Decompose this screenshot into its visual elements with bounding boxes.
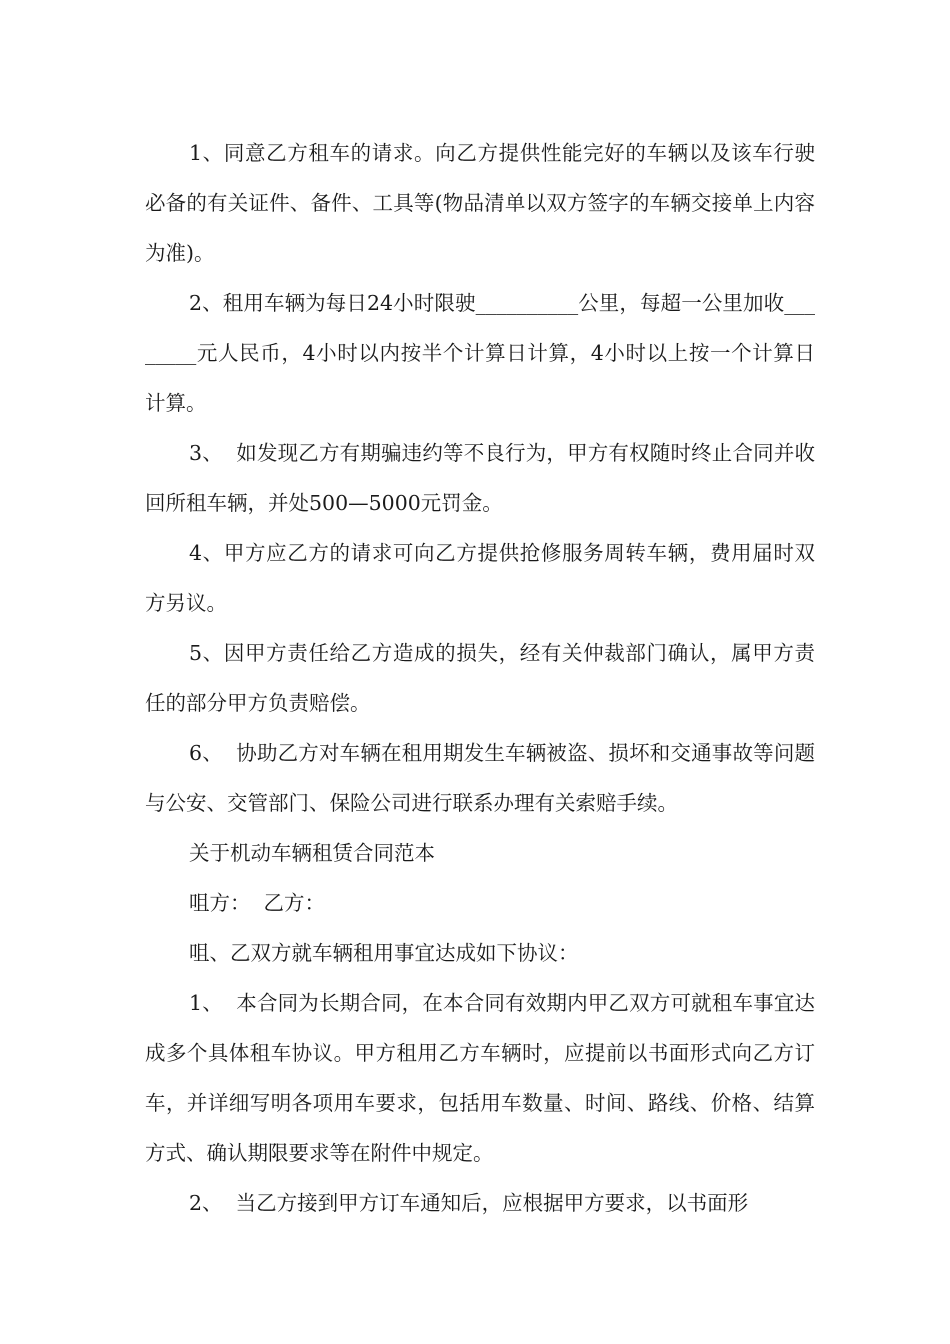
agreement-intro: 咀、乙双方就车辆租用事宜达成如下协议：: [189, 941, 579, 965]
document-body: [145, 128, 815, 1228]
clause-1-long-term-contract: 1、 本合同为长期合同，在本合同有效期内甲乙双方可就租车事宜达成多个具体租车协议。甲方租用乙方车辆时，应提前以书面形式向乙方订车，并详细写明各项用车要求，包括用车数量、时间、路线、价格、结算方式、确认期限要求等在附件中规定。: [145, 991, 815, 1165]
clause-1-vehicle-provision: 1、同意乙方租车的请求。向乙方提供性能完好的车辆以及该车行驶必备的有关证件、备件、工具等(物品清单以双方签字的车辆交接单上内容为准)。: [145, 141, 815, 265]
clause-2-mileage-limit: 2、租用车辆为每日24小时限驶__________公里，每超一公里加收________元人民币，4小时以内按半个计算日计算，4小时以上按一个计算日计算。: [145, 291, 815, 415]
clause-5-compensation: 5、因甲方责任给乙方造成的损失，经有关仲裁部门确认，属甲方责任的部分甲方负责赔偿。: [145, 641, 815, 715]
clause-3-termination: 3、 如发现乙方有期骗违约等不良行为，甲方有权随时终止合同并收回所租车辆，并处500—5000元罚金。: [145, 441, 815, 515]
section-title: 关于机动车辆租赁合同范本: [189, 841, 435, 865]
clause-6-claims-assistance: 6、 协助乙方对车辆在租用期发生车辆被盗、损坏和交通事故等问题与公安、交管部门、保险公司进行联系办理有关索赔手续。: [145, 741, 815, 815]
parties-line: 咀方： 乙方：: [189, 891, 326, 915]
clause-4-replacement-vehicle: 4、甲方应乙方的请求可向乙方提供抢修服务周转车辆，费用届时双方另议。: [145, 541, 815, 615]
clause-2-order-confirmation: 2、 当乙方接到甲方订车通知后，应根据甲方要求，以书面形: [189, 1191, 749, 1215]
